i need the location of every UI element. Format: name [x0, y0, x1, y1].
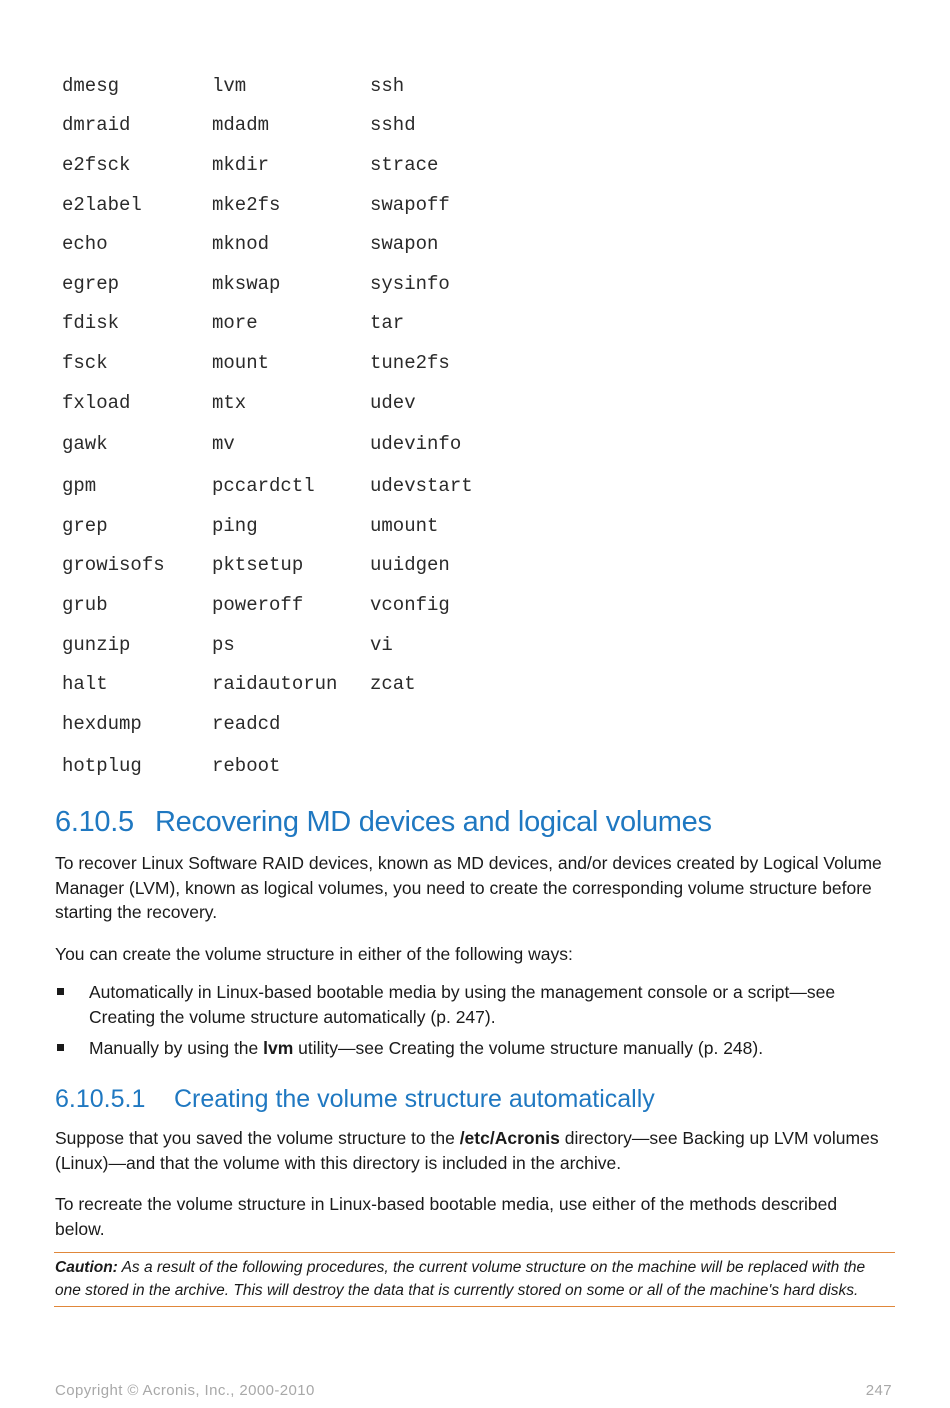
command-cell: umount — [370, 514, 439, 537]
bullet-text-pre: Manually by using the — [89, 1038, 264, 1058]
command-cell: mv — [212, 433, 235, 456]
command-cell: grub — [62, 593, 108, 616]
command-cell: pccardctl — [212, 475, 315, 498]
command-cell: gpm — [62, 475, 97, 498]
table-row — [62, 66, 570, 106]
command-cell: dmraid — [62, 114, 131, 137]
command-cell: lvm — [212, 74, 247, 97]
command-cell: strace — [370, 153, 439, 176]
table-row — [62, 264, 570, 304]
command-cell: ssh — [370, 74, 405, 97]
command-cell: mknod — [212, 233, 270, 256]
command-cell: sysinfo — [370, 272, 450, 295]
ways-list — [55, 980, 895, 1068]
command-cell: uuidgen — [370, 554, 450, 577]
bullet-square-icon — [57, 1044, 64, 1051]
command-cell: tar — [370, 312, 405, 335]
command-cell: tune2fs — [370, 351, 450, 374]
caution-box — [54, 1252, 895, 1307]
command-cell: mdadm — [212, 114, 270, 137]
command-cell: raidautorun — [212, 673, 338, 696]
bullet-text-bold: lvm — [263, 1038, 294, 1058]
command-cell: swapoff — [370, 193, 450, 216]
command-cell: gunzip — [62, 633, 131, 656]
command-cell: hotplug — [62, 754, 142, 777]
command-cell: fdisk — [62, 312, 120, 335]
command-cell: egrep — [62, 272, 120, 295]
command-cell: fxload — [62, 391, 131, 414]
table-row — [62, 422, 570, 466]
section-ways: You can create the volume structure in either of the following ways: — [55, 944, 573, 964]
p1-bold: /etc/Acronis — [459, 1128, 560, 1148]
command-cell: e2fsck — [62, 153, 131, 176]
table-row — [62, 466, 570, 506]
command-cell: mke2fs — [212, 193, 281, 216]
table-row — [62, 704, 570, 744]
command-cell: dmesg — [62, 74, 120, 97]
command-cell: growisofs — [62, 554, 165, 577]
table-row — [62, 343, 570, 383]
command-cell: swapon — [370, 233, 439, 256]
list-item — [55, 980, 895, 1029]
command-cell: grep — [62, 514, 108, 537]
p1-post: directory—see Backing up LVM volumes (Linux)—and that the volume with this directory is included in the archive. — [55, 1128, 879, 1173]
command-cell: fsck — [62, 351, 108, 374]
command-cell: hexdump — [62, 712, 142, 735]
command-cell: halt — [62, 673, 108, 696]
subsection-paragraph-1 — [55, 1126, 885, 1175]
section-title: Recovering MD devices and logical volumes — [155, 806, 712, 838]
section-intro: To recover Linux Software RAID devices, known as MD devices, and/or devices created by Logical Volume Manager (LVM), known as logical volumes, you need to create the corresponding volume structure before starting the recovery. — [55, 853, 882, 922]
caution-text: As a result of the following procedures, the current volume structure on the machine will be replaced with the one stored in the archive. This will destroy the data that is currently stored on some or all of the machine's hard disks. — [55, 1259, 866, 1299]
section-number: 6.10.5 — [55, 806, 134, 838]
list-item — [55, 1036, 895, 1061]
caution-label: Caution: — [55, 1259, 118, 1276]
command-cell: mtx — [212, 391, 247, 414]
command-cell: more — [212, 312, 258, 335]
command-cell: vi — [370, 633, 393, 656]
command-cell: readcd — [212, 712, 281, 735]
table-row — [62, 625, 570, 665]
command-cell: zcat — [370, 673, 416, 696]
table-row — [62, 383, 570, 423]
command-cell: udevstart — [370, 475, 473, 498]
subsection-title: Creating the volume structure automatically — [174, 1085, 655, 1113]
table-row — [62, 506, 570, 546]
subsection-paragraph-2: To recreate the volume structure in Linux-based bootable media, use either of the methods described below. — [55, 1194, 838, 1239]
section-heading — [55, 806, 712, 839]
command-cell: gawk — [62, 433, 108, 456]
command-cell: vconfig — [370, 593, 450, 616]
footer-copyright: Copyright © Acronis, Inc., 2000-2010 — [55, 1382, 315, 1399]
subsection-number: 6.10.5.1 — [55, 1085, 146, 1113]
command-cell: mkswap — [212, 272, 281, 295]
bullet-text-post: utility—see Creating the volume structure manually (p. 248). — [293, 1038, 764, 1058]
command-table — [62, 66, 570, 788]
bullet-square-icon — [57, 988, 64, 995]
table-row — [62, 106, 570, 146]
command-cell: poweroff — [212, 593, 304, 616]
command-cell: pktsetup — [212, 554, 304, 577]
command-cell: echo — [62, 233, 108, 256]
command-cell: e2label — [62, 193, 142, 216]
command-cell: mkdir — [212, 153, 270, 176]
table-row — [62, 585, 570, 625]
table-row — [62, 664, 570, 704]
table-row — [62, 185, 570, 225]
bullet-text: Automatically in Linux-based bootable media by using the management console or a script—see Creating the volume structure automatically (p. 247). — [89, 982, 836, 1027]
table-row — [62, 304, 570, 344]
table-row — [62, 744, 570, 788]
command-cell: mount — [212, 351, 270, 374]
command-cell: sshd — [370, 114, 416, 137]
command-cell: udev — [370, 391, 416, 414]
footer-page-number: 247 — [865, 1382, 892, 1399]
table-row — [62, 546, 570, 586]
table-row — [62, 145, 570, 185]
command-cell: reboot — [212, 754, 281, 777]
command-cell: ping — [212, 514, 258, 537]
table-row — [62, 224, 570, 264]
command-cell: ps — [212, 633, 235, 656]
command-cell: udevinfo — [370, 433, 462, 456]
p1-pre: Suppose that you saved the volume structure to the — [55, 1128, 460, 1148]
subsection-heading — [55, 1085, 655, 1114]
